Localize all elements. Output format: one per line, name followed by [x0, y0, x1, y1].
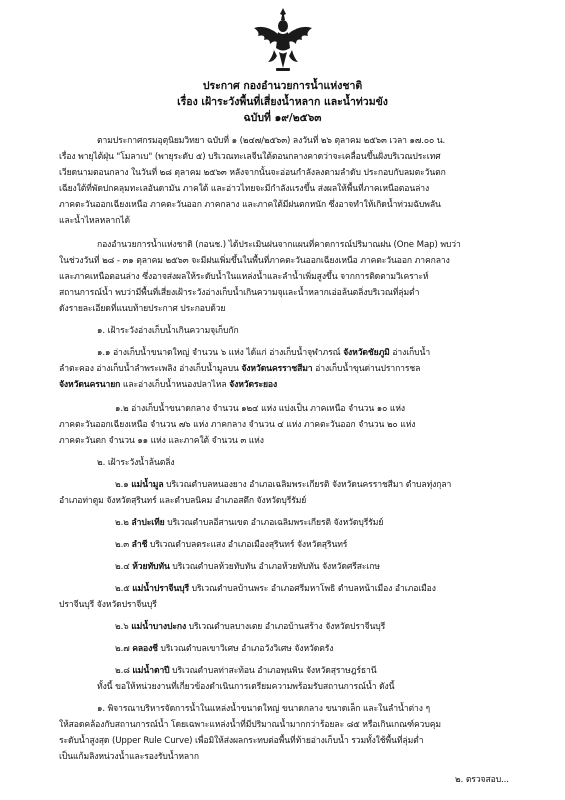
paragraph-line: เวียดนามตอนกลาง ในวันที่ ๒๘ ตุลาคม ๒๕๖๓ หลังจากนั้นจะอ่อนกำลังลงตามลำดับ ประกอบกับลมตะวันตก [59, 168, 446, 178]
river-item: อำเภอท่าตูม จังหวัดสุรินทร์ และตำบลนิคม อำเภอสตึก จังหวัดบุรีรัมย์ [59, 496, 307, 506]
announcement-number: ฉบับที่ ๑๙/๒๕๖๓ [243, 112, 322, 124]
river-item: ๒.๑ แม่น้ำมูล บริเวณตำบลหนองยาง อำเภอเฉลิมพระเกียรติ จังหวัดนครราชสีมา ตำบลทุ่งกุลา [115, 480, 452, 490]
reservoir-line: ๑.๑ อ่างเก็บน้ำขนาดใหญ่ จำนวน ๖ แห่ง ได้แก่ อ่างเก็บน้ำจุฬาภรณ์ จังหวัดชัยภูมิ อ่างเก็บน้ำ [97, 348, 431, 358]
reservoir-medium-line: ภาคตะวันออกเฉียงเหนือ จำนวน ๗๖ แห่ง ภาคกลาง จำนวน ๔ แห่ง ภาคตะวันออก จำนวน ๒๐ แห่ง [59, 420, 416, 430]
paragraph-line: เป็นแก้มลิงหน่วงน้ำและรองรับน้ำหลาก [59, 752, 199, 762]
closing-line: ทั้งนี้ ขอให้หน่วยงานที่เกี่ยวข้องดำเนินการเตรียมความพร้อมรับสถานการณ์น้ำ ดังนี้ [97, 682, 395, 692]
announcement-subject: เรื่อง เฝ้าระวังพื้นที่เสี่ยงน้ำหลาก และน้ำท่วมขัง [177, 96, 388, 108]
paragraph-line: ในช่วงวันที่ ๒๘ - ๓๑ ตุลาคม ๒๕๖๓ จะมีฝนเพิ่มขึ้นในพื้นที่ภาคตะวันออกเฉียงเหนือ ภาคตะวันออก ภาคกลาง [59, 256, 450, 266]
paragraph-line: ตามประกาศกรมอุตุนิยมวิทยา ฉบับที่ ๑ (๒๔๗/๒๕๖๓) ลงวันที่ ๒๖ ตุลาคม ๒๕๖๓ เวลา ๑๗.๐๐ น. [97, 136, 446, 146]
river-item: ๒.๓ ลำชี บริเวณตำบลตระแสง อำเภอเมืองสุรินทร์ จังหวัดสุรินทร์ [115, 540, 348, 550]
paragraph-line: เรื่อง พายุไต้ฝุ่น "โมลาเบ" (พายุระดับ ๕) บริเวณทะเลจีนใต้ตอนกลางคาดว่าจะเคลื่อนขึ้นฝั่งบริเวณประเทศ [59, 152, 441, 162]
reservoir-medium-line: ๑.๒ อ่างเก็บน้ำขนาดกลาง จำนวน ๑๒๔ แห่ง แบ่งเป็น ภาคเหนือ จำนวน ๑๐ แห่ง [115, 404, 405, 414]
paragraph-line: สถานการณ์น้ำ พบว่ามีพื้นที่เสี่ยงเฝ้าระวังอ่างเก็บน้ำเกินความจุและน้ำหลากเอ่อล้นตลิ่งบริเวณที่ลุ่มต่ำ [59, 288, 420, 298]
paragraph-line: ให้สอดคล้องกับสถานการณ์น้ำ โดยเฉพาะแหล่งน้ำที่มีปริมาณน้ำมากกว่าร้อยละ ๘๕ หรือเกินเกณฑ์ควบคุม [59, 720, 441, 730]
garuda-emblem-icon [252, 6, 314, 74]
paragraph-line: กองอำนวยการน้ำแห่งชาติ (กอนช.) ได้ประเมินฝนจากแผนที่คาดการณ์ปริมาณฝน (One Map) พบว่า [97, 240, 461, 250]
river-item: ๒.๗ คลองชี บริเวณตำบลเขาวิเศษ อำเภอวังวิเศษ จังหวัดตรัง [115, 644, 334, 654]
announcement-title: ประกาศ กองอำนวยการน้ำแห่งชาติ [202, 80, 363, 92]
river-item: ๒.๔ ห้วยทับทัน บริเวณตำบลห้วยทับทัน อำเภอห้วยทับทัน จังหวัดศรีสะเกษ [115, 562, 380, 572]
continued-marker: ๒. ตรวจสอบ... [455, 775, 509, 785]
paragraph-line: เฉียงใต้ที่พัดปกคลุมทะเลอันดามัน ภาคใต้ และอ่าวไทยจะมีกำลังแรงขึ้น ส่งผลให้พื้นที่ภาคเหนือตอนล่าง [59, 184, 430, 194]
reservoir-medium-line: ภาคตะวันตก จำนวน ๑๑ แห่ง และภาคใต้ จำนวน ๓ แห่ง [59, 436, 264, 446]
river-item: ๒.๘ แม่น้ำตาปี บริเวณตำบลท่าสะท้อน อำเภอพุนพิน จังหวัดสุราษฎร์ธานี [115, 666, 377, 676]
river-item: ๒.๒ ลำปะเทีย บริเวณตำบลอีสานเขต อำเภอเฉลิมพระเกียรติ จังหวัดบุรีรัมย์ [115, 518, 384, 528]
paragraph-line: ภาคตะวันออกเฉียงเหนือ ภาคตะวันออก ภาคกลาง และภาคใต้มีฝนตกหนัก ซึ่งอาจทำให้เกิดน้ำท่วมฉับพลัน [59, 200, 441, 210]
section-2-heading: ๒. เฝ้าระวังน้ำล้นตลิ่ง [97, 458, 175, 468]
river-item: ปราจีนบุรี จังหวัดปราจีนบุรี [59, 600, 157, 610]
river-item: ๒.๕ แม่น้ำปราจีนบุรี บริเวณตำบลบ้านพระ อำเภอศรีมหาโพธิ ตำบลหน้าเมือง อำเภอเมือง [115, 584, 436, 594]
paragraph-line: และน้ำไหลหลากได้ [59, 216, 130, 226]
reservoir-line: จังหวัดนครนายก และอ่างเก็บน้ำหนองปลาไหล จังหวัดระยอง [59, 380, 278, 390]
section-1-heading: ๑. เฝ้าระวังอ่างเก็บน้ำเกินความจุเก็บกัก [97, 326, 239, 336]
river-item: ๒.๖ แม่น้ำบางปะกง บริเวณตำบลบางเตย อำเภอบ้านสร้าง จังหวัดปราจีนบุรี [115, 622, 386, 632]
paragraph-line: ระดับน้ำสูงสุด (Upper Rule Curve) เพื่อมิให้ส่งผลกระทบต่อพื้นที่ท้ายอ่างเก็บน้ำ รวมทั้งใช้พื้นที่ลุ่มต่ำ [59, 736, 424, 746]
paragraph-line: ๑. พิจารณาบริหารจัดการน้ำในแหล่งน้ำขนาดใหญ่ ขนาดกลาง ขนาดเล็ก และในลำน้ำต่าง ๆ [97, 704, 431, 714]
paragraph-line: และภาคเหนือตอนล่าง ซึ่งอาจส่งผลให้ระดับน้ำในแหล่งน้ำและลำน้ำเพิ่มสูงขึ้น จากการติดตามวิเคราะห์ [59, 272, 429, 282]
reservoir-line: ลำตะคอง อ่างเก็บน้ำลำพระเพลิง อ่างเก็บน้ำมูลบน จังหวัดนครราชสีมา อ่างเก็บน้ำขุนด่านปราการชล [59, 364, 421, 374]
paragraph-line: ดังรายละเอียดที่แนบท้ายประกาศ ประกอบด้วย [59, 304, 226, 314]
